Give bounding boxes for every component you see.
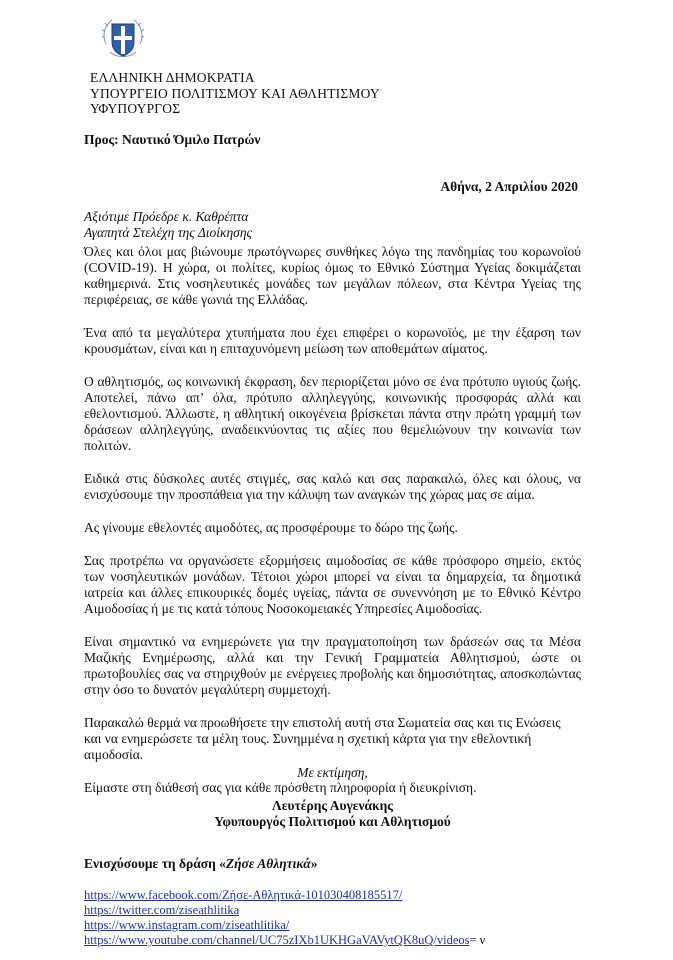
letter-body (84, 244, 581, 813)
salutation (84, 209, 252, 241)
salutation-president: Αξιότιμε Πρόεδρε κ. Καθρέπτα (84, 209, 249, 224)
body-paragraph: Είναι σημαντικό να ενημερώνετε για την πραγματοποίηση των δράσεών σας τα Μέσα Μαζικής Ενημέρωσης, αλλά και την Γενική Γραμματεία Αθλητισμού, ώστε οι πρωτοβουλίες σας να στηριχθούν με ενέργειες προβολής και δημοσιότητας, αποσκοπώντας στην όσο το δυνατόν μεγαλύτερη συμμετοχή. (84, 634, 581, 697)
body-paragraph: Ένα από τα μεγαλύτερα χτυπήματα που έχει επιφέρει ο κορωνοϊός, με την έξαρση των κρουσμάτων, είναι και η επιταχυνόμενη μείωση των αποθεμάτων αίματος. (84, 325, 581, 356)
greek-coat-of-arms-icon (98, 14, 148, 64)
social-links (84, 888, 485, 948)
campaign-name: Ζήσε Αθλητικά (225, 856, 311, 871)
body-paragraph: Ας γίνουμε εθελοντές αιμοδότες, ας προσφέρουμε το δώρο της ζωής. (84, 520, 458, 535)
body-paragraph: Σας προτρέπω να οργανώσετε εξορμήσεις αιμοδοσίας σε κάθε πρόσφορο σημείο, εκτός των νοσηλευτικών μονάδων. Τέτοιοι χώροι μπορεί να είναι τα δημαρχεία, τα δημοτικά ιατρεία και άλλες επικουρικές δομές υγείας, πάντα σε συνεννόηση με το Εθνικό Κέντρο Αιμοδοσίας ή με τις κατά τόπους Νοσοκομειακές Υπηρεσίες Αιμοδοσίας. (84, 553, 581, 616)
body-paragraph: Παρακαλώ θερμά να προωθήσετε την επιστολή αυτή στα Σωματεία σας και τις Ενώσεις και να ενημερώσετε τα μέλη τους. Συνημμένα η σχετική κάρτα για την εθελοντική αιμοδοσία. (84, 715, 561, 762)
signatory-name: Λευτέρης Αυγενάκης (272, 798, 393, 813)
letterhead-ministry: ΥΠΟΥΡΓΕΙΟ ΠΟΛΙΤΙΣΜΟΥ ΚΑΙ ΑΘΛΗΤΙΣΜΟΥ (90, 85, 380, 101)
body-paragraph: Ειδικά στις δύσκολες αυτές στιγμές, σας καλώ και σας παρακαλώ, όλες και όλους, να ενισχύσουμε την προσπάθεια για την κάλυψη των αναγκών της χώρας μας σε αίμα. (84, 471, 581, 502)
body-paragraph: Όλες και όλοι μας βιώνουμε πρωτόγνωρες συνθήκες λόγω της πανδημίας του κορωνοϊού (COVID-19). Η χώρα, οι πολίτες, κυρίως όμως το Εθνικό Σύστημα Υγείας δοκιμάζεται καθημερινά. Στις νοσηλευτικές μονάδες των μεγάλων πόλεων, στα Κέντρα Υγείας της περιφέρειας, σε κάθε γωνιά της Ελλάδας. (84, 244, 581, 307)
body-paragraph: Ο αθλητισμός, ως κοινωνική έκφραση, δεν περιορίζεται μόνο σε ένα πρότυπο υγιούς ζωής. Αποτελεί, πάνω απ’ όλα, πρότυπο αλληλεγγύης, κοινωνικής προσφοράς αλλά και εθελοντισμού. Άλλωστε, η αθλητική οικογένεια βρίσκεται πάντα στην πρώτη γραμμή των δράσεων αλληλεγγύης, αναδεικνύοντας τις αξίες που θεμελιώνουν την κοινωνία των πολιτών. (84, 374, 581, 453)
signatory-role: Υφυπουργός Πολιτισμού και Αθλητισμού (214, 814, 451, 829)
letter-date: Αθήνα, 2 Απριλίου 2020 (440, 179, 578, 194)
letterhead-office: ΥΦΥΠΟΥΡΓΟΣ (90, 101, 181, 116)
facebook-link[interactable]: https://www.facebook.com/Ζήσε-Αθλητικά-101030408185517/ (84, 888, 403, 902)
youtube-link[interactable]: https://www.youtube.com/channel/UC75zIXb1UKHGaVAVytQK8uQ/videos (84, 933, 470, 947)
letterhead-republic: ΕΛΛΗΝΙΚΗ ΔΗΜΟΚΡΑΤΙΑ (90, 70, 255, 85)
campaign-prefix: Ενισχύσουμε τη δράση « (84, 856, 226, 871)
recipient-line: Προς: Ναυτικό Όμιλο Πατρών (84, 132, 261, 147)
campaign-suffix: » (310, 856, 318, 871)
letterhead (90, 70, 380, 117)
twitter-link[interactable]: https://twitter.com/ziseathlitika (84, 903, 240, 917)
instagram-link[interactable]: https://www.instagram.com/ziseathlitika/ (84, 918, 290, 932)
body-paragraph: Είμαστε στη διάθεσή σας για κάθε πρόσθετη πληροφορία ή διευκρίνιση. (84, 780, 477, 795)
youtube-link-tail: = ν (469, 933, 486, 947)
signature-block (84, 765, 581, 830)
salutation-board: Αγαπητά Στελέχη της Διοίκησης (84, 225, 253, 240)
campaign-support-line (84, 856, 318, 872)
closing-phrase: Με εκτίμηση, (297, 765, 368, 780)
